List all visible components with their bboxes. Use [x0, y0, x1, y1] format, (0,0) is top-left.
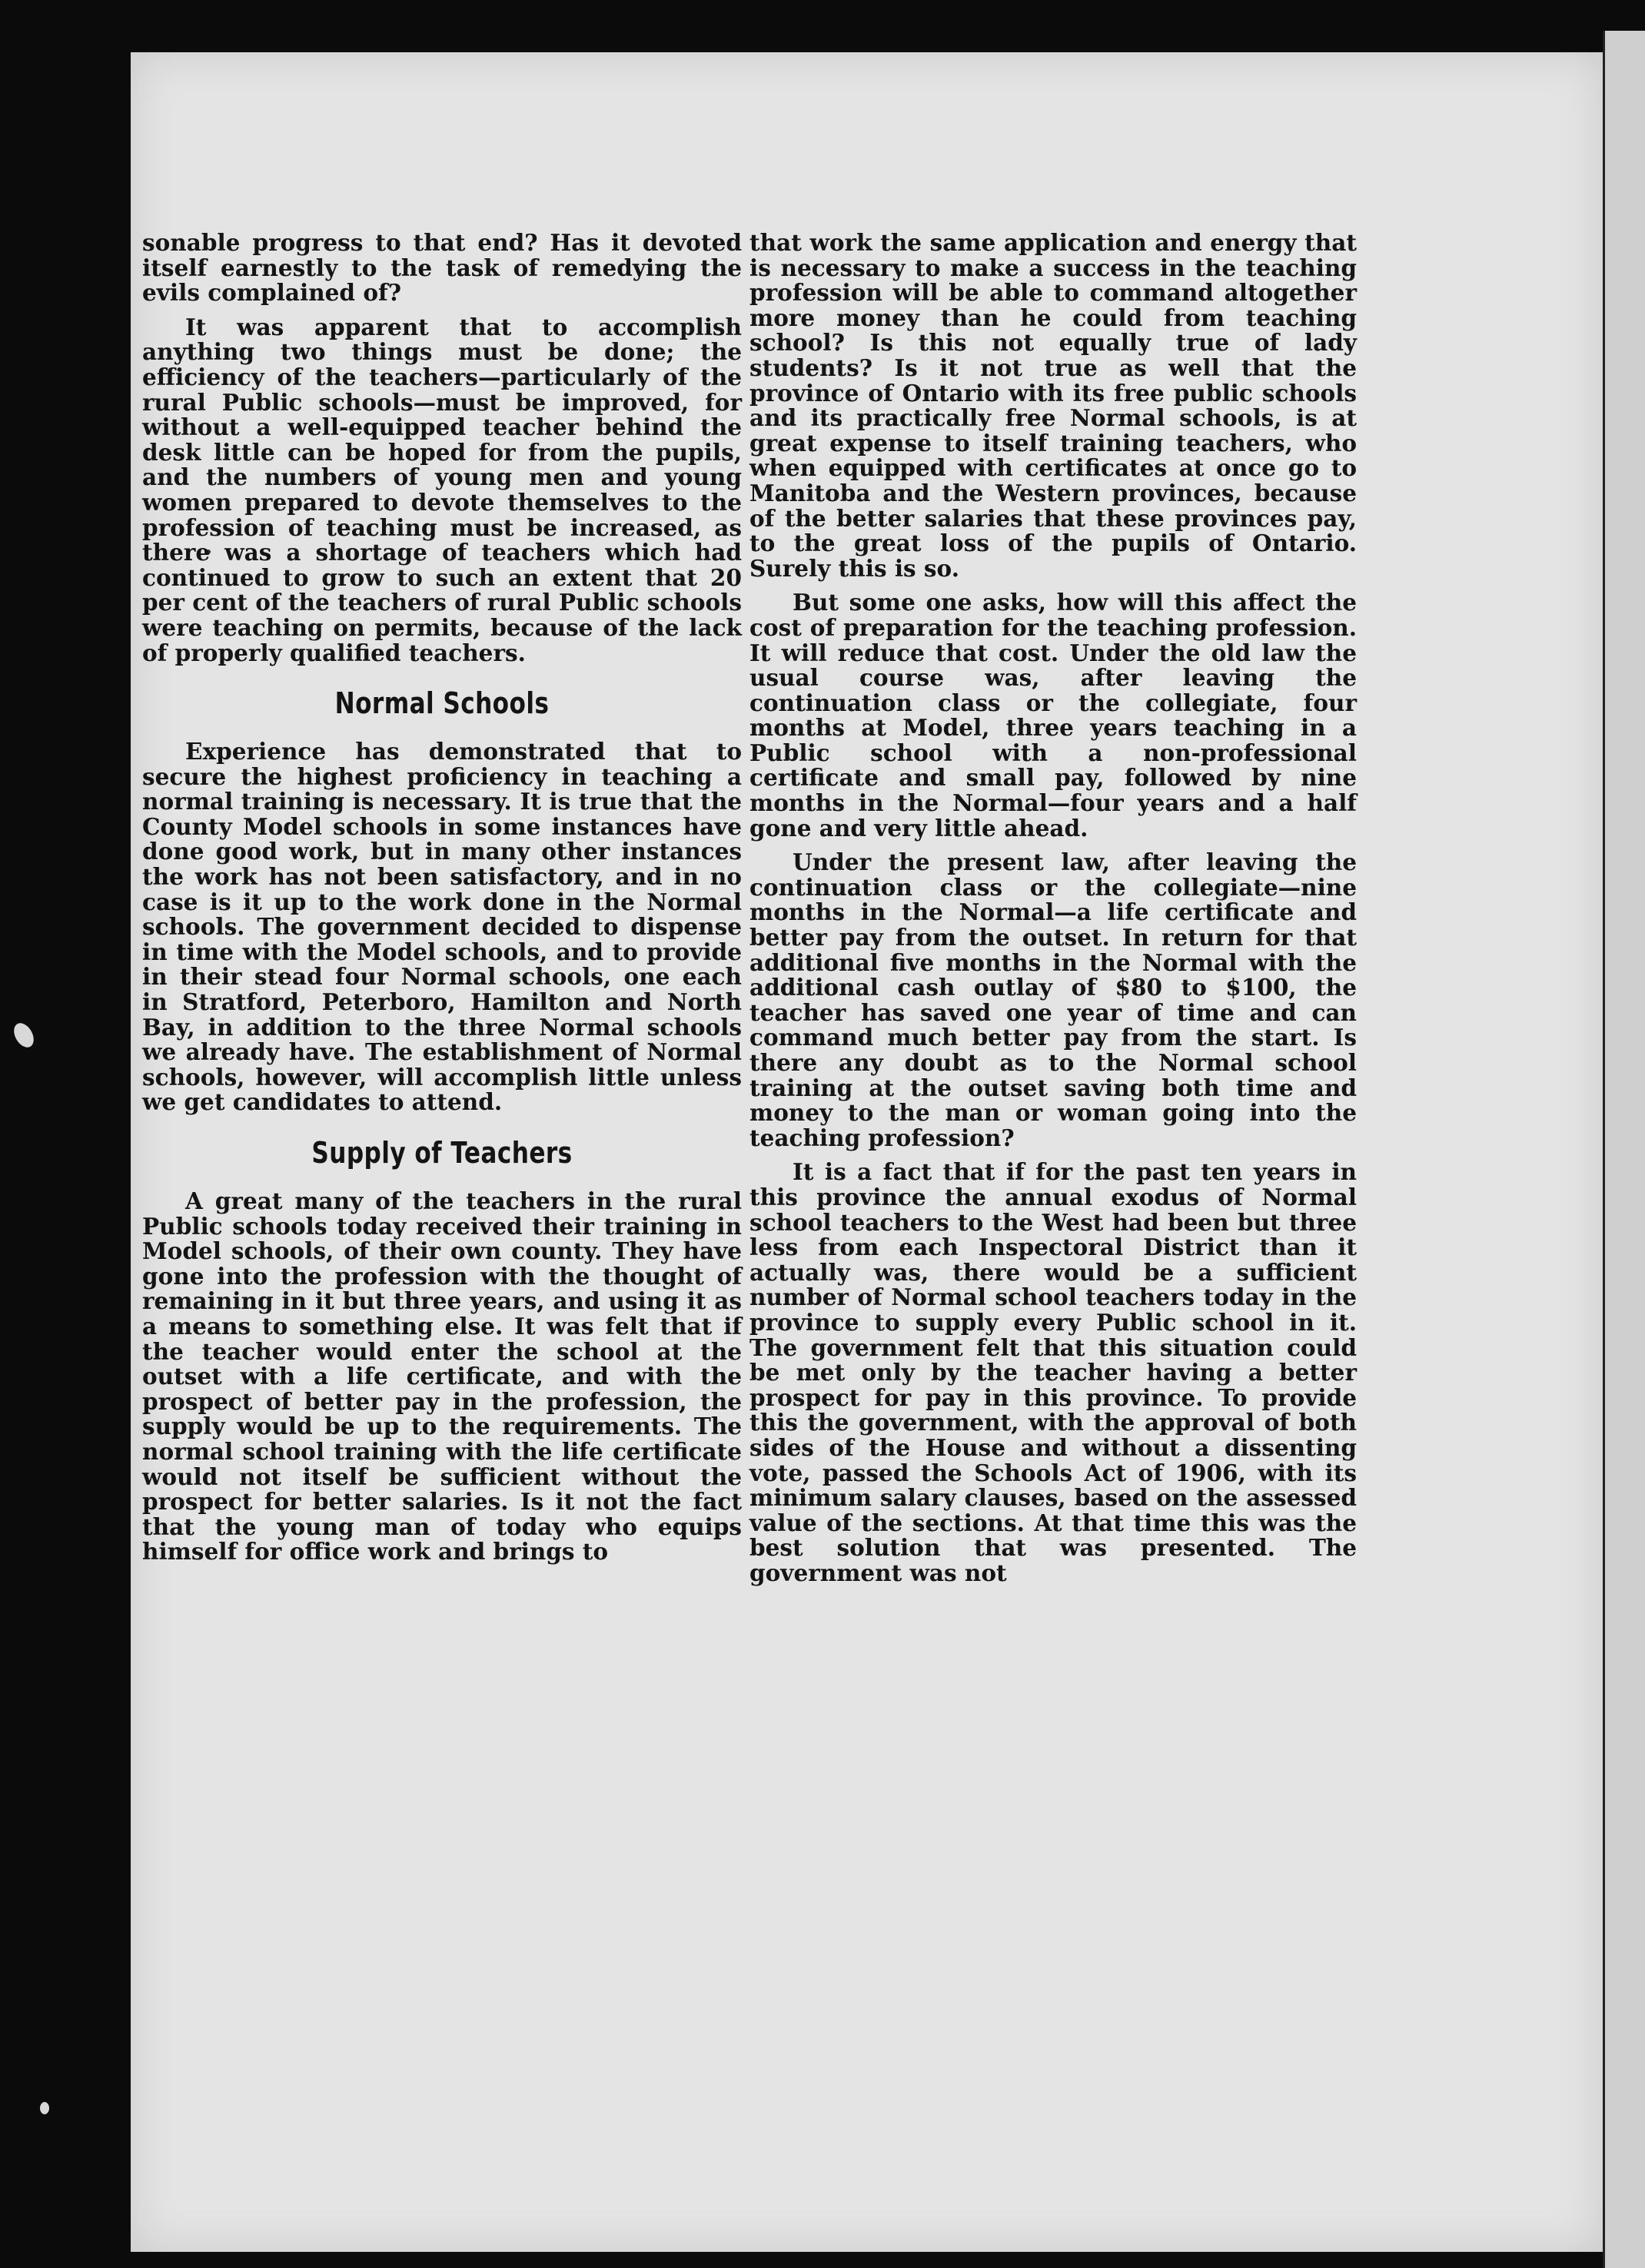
- article-paragraph: Under the present law, after leaving the continuation class or the collegiate—nine months in the Normal—a life certificate and better pay from the outset. In return for that additional five months in the Normal with the additional cash outlay of $80 to $100, the teacher has saved one year of time and can command much better pay from the start. Is there any doubt as to the Normal school training at the outset saving both time and money to the man or woman going into the teaching profession?: [749, 848, 1357, 1151]
- article-right-column: [749, 231, 1357, 1595]
- adjacent-page-edge: [1603, 31, 1645, 2268]
- section-heading-normal-schools: Normal Schools: [334, 686, 550, 721]
- article-paragraph: sonable progress to that end? Has it devoted itself earnestly to the task of remedying the evils complained of?: [142, 229, 742, 307]
- article-paragraph: that work the same application and energy that is necessary to make a success in the teaching profession will be able to command altogether more money than he could from teaching school? Is this not equally true of lady students? Is it not true as well that the province of Ontario with its free public schools and its practically free Normal schools, is at great expense to itself training teachers, who when equipped with certificates at once go to Manitoba and the Western provinces, because of the better salaries that these provinces pay, to the great loss of the pupils of Ontario. Surely this is so.: [749, 229, 1357, 582]
- scan-speck: [40, 2102, 49, 2114]
- article-paragraph: Experience has demonstrated that to secure the highest proficiency in teaching a normal training is necessary. It is true that the County Model schools in some instances have done good work, but in many other instances the work has not been satisfactory, and in no case is it up to the work done in the Normal schools. The government decided to dispense in time with the Model schools, and to provide in their stead four Normal schools, one each in Stratford, Peterboro, Hamilton and North Bay, in addition to the three Normal schools we already have. The establishment of Normal schools, however, will accomplish little unless we get candidates to attend.: [142, 738, 742, 1116]
- article-paragraph: It is a fact that if for the past ten years in this province the annual exodus of Normal school teachers to the West had been but three less from each Inspectoral District than it actually was, there would be a sufficient number of Normal school teachers today in the province to supply every Public school in it. The government felt that this situation could be met only by the teacher having a better prospect for pay in this province. To provide this the government, with the approval of both sides of the House and without a dissenting vote, passed the Schools Act of 1906, with its minimum salary clauses, based on the assessed value of the sections. At that time this was the best solution that was presented. The government was not: [749, 1158, 1357, 1586]
- article-paragraph: It was apparent that to accomplish anything two things must be done; the efficiency of the teachers—particularly of the rural Public schools—must be improved, for without a well-equipped teacher behind the desk little can be hoped for from the pupils, and the numbers of young men and young women prepared to devote themselves to the profession of teaching must be increased, as there was a shortage of teachers which had continued to grow to such an extent that 20 per cent of the teachers of rural Public schools were teaching on permits, because of the lack of properly qualified teachers.: [142, 313, 742, 666]
- article-paragraph: A great many of the teachers in the rural Public schools today received their training in Model schools, of their own county. They have gone into the profession with the thought of remaining in it but three years, and using it as a means to something else. It was felt that if the teacher would enter the school at the outset with a life certificate, and with the prospect of better pay in the profession, the supply would be up to the requirements. The normal school training with the life certificate would not itself be sufficient without the prospect for better salaries. Is it not the fact that the young man of today who equips himself for office work and brings to: [142, 1187, 742, 1566]
- section-heading-supply-of-teachers: Supply of Teachers: [311, 1136, 573, 1170]
- scan-speck: [10, 1020, 38, 1051]
- article-paragraph: But some one asks, how will this affect the cost of preparation for the teaching profession. It will reduce that cost. Under the old law the usual course was, after leaving the continuation class or the collegiate, four months at Model, three years teaching in a Public school with a non-professional certificate and small pay, followed by nine months in the Normal—four years and a half gone and very little ahead.: [749, 589, 1357, 842]
- article-left-column: [142, 231, 742, 1574]
